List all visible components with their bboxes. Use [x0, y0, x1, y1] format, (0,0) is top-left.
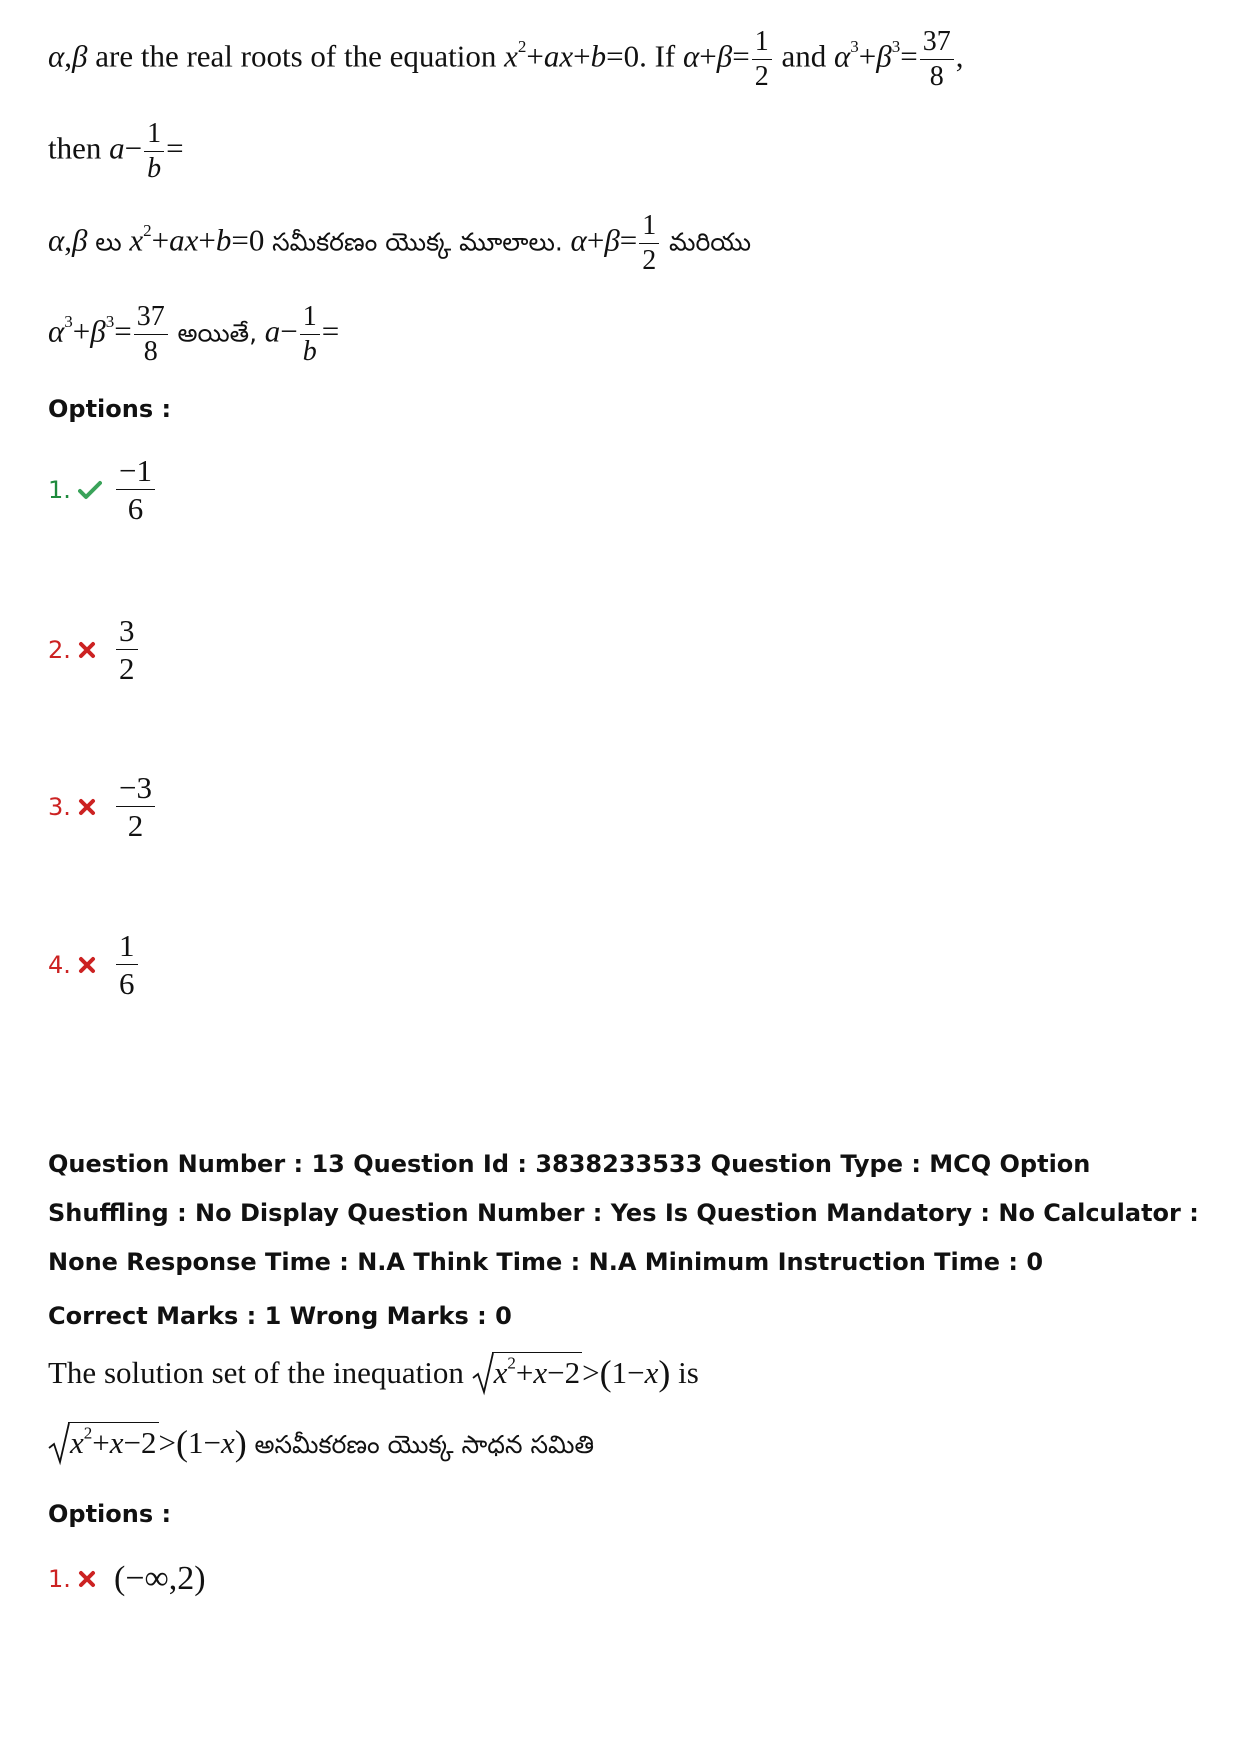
cross-icon — [78, 798, 108, 816]
q12-telugu-line1: α,β లు $x^2+ax+b=0$ సమీకరణం యొక్క మూలాలు. α+β= $\frac{1}{2}$ మరియు — [48, 210, 752, 276]
q13-english-line: The solution set of the inequation $x^2+x-2>(1-x)$ is — [48, 1353, 699, 1393]
option-number: 2. — [48, 635, 71, 664]
q12-telugu-lu: లు — [95, 227, 122, 257]
fraction-37-8: $\frac{37}{8}$ — [920, 28, 954, 91]
option-value: (−∞,2) — [114, 1560, 206, 1597]
option-value: $\frac{3}{2}$ — [114, 615, 140, 684]
q12-options-label: Options : — [48, 395, 172, 423]
q12-english-line1: α,β are the real roots of the equation $x^2+ax+b=0$. If α+β= $\frac{1}{2}$ and $\alpha^3+\beta^3=$ $\frac{37}{8}$ , — [48, 26, 964, 92]
q12-option-4[interactable] — [48, 930, 140, 999]
q13-metadata: Question Number : 13 Question Id : 3838233533 Question Type : MCQ Option Shuffling : No Display Question Number : Yes Is Question Mandatory : No Calculator : None Response Time : N.A Think Time : N.A Minimum Instruction Time : 0 — [48, 1150, 1199, 1276]
option-number: 1. — [48, 475, 71, 504]
check-icon — [78, 480, 108, 500]
cross-icon — [78, 1570, 108, 1588]
q12-telugu-roots: సమీకరణం యొక్క మూలాలు. — [272, 227, 563, 257]
option-number: 1. — [48, 1565, 71, 1593]
fraction-1-b-te: $\frac{1}{b}$ — [300, 303, 320, 366]
q12-telugu-mariyu: మరియు — [669, 227, 752, 257]
q12-text-part1: are the real roots of the equation — [95, 38, 497, 74]
q12-option-3[interactable] — [48, 772, 157, 841]
sqrt-expression-te: $x^2+x-2$ — [48, 1422, 159, 1461]
q13-text-part1: The solution set of the inequation — [48, 1355, 464, 1390]
q12-telugu-line2: $\alpha^3+\beta^3=$ $\frac{37}{8}$ అయితే, a− $\frac{1}{b}$ = — [48, 301, 340, 367]
option-value: $\frac{-3}{2}$ — [114, 772, 157, 841]
option-value: $\frac{1}{6}$ — [114, 930, 140, 999]
q12-text-and: and — [781, 38, 827, 74]
option-value: $\frac{-1}{6}$ — [114, 455, 157, 524]
cross-icon — [78, 956, 108, 974]
q13-option-1[interactable] — [48, 1560, 206, 1598]
option-number: 4. — [48, 950, 71, 979]
q12-text-part2: . If — [639, 38, 676, 74]
q13-text-is: is — [678, 1355, 699, 1390]
sqrt-expression: $x^2+x-2$ — [472, 1352, 583, 1391]
fraction-37-8-te: $\frac{37}{8}$ — [134, 303, 168, 366]
q12-telugu-ayite: అయితే, — [177, 318, 258, 348]
option-number: 3. — [48, 792, 71, 821]
fraction-half-te: $\frac{1}{2}$ — [639, 212, 659, 275]
q13-telugu-text: అసమీకరణం యొక్క సాధన సమితి — [254, 1430, 594, 1459]
q12-text-then: then — [48, 130, 102, 166]
q12-option-1[interactable] — [48, 455, 157, 524]
cross-icon — [78, 641, 108, 659]
q13-options-label: Options : — [48, 1500, 172, 1528]
fraction-1-b: $\frac{1}{b}$ — [144, 120, 164, 183]
q13-telugu-line: $x^2+x-2>(1-x)$ అసమీకరణం యొక్క సాధన సమితి — [48, 1422, 594, 1466]
q12-english-line2: then a− $\frac{1}{b}$ = — [48, 118, 184, 184]
q12-option-2[interactable] — [48, 615, 140, 684]
fraction-half: $\frac{1}{2}$ — [752, 28, 772, 91]
q13-marks: Correct Marks : 1 Wrong Marks : 0 — [48, 1302, 512, 1330]
